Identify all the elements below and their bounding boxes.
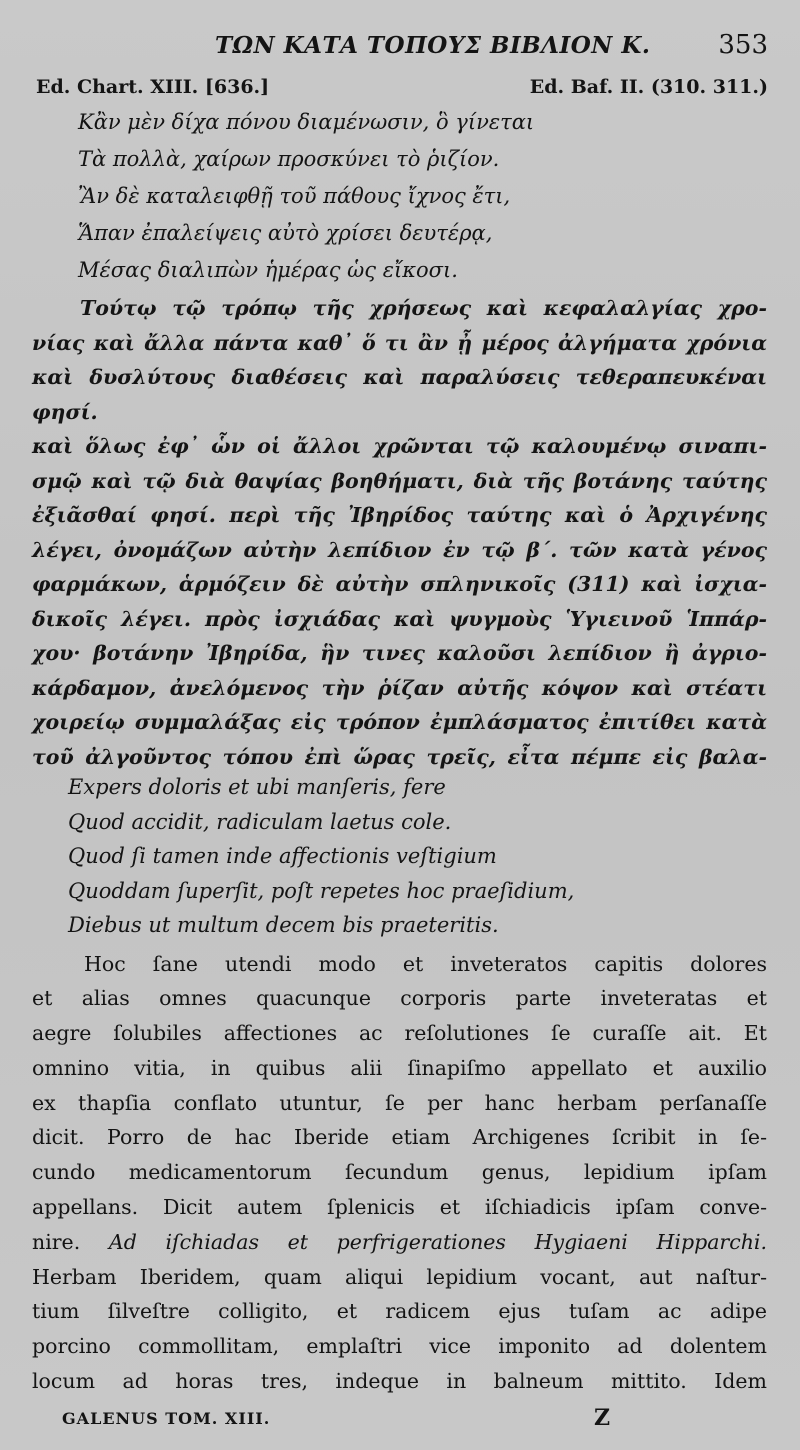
- greek-verse-group: [32, 104, 767, 289]
- greek-paragraph-line: φαρμάκων, ἁρμόζειν δὲ αὐτὴν σπληνικοῖς (311) καὶ ἰσχια-: [32, 572, 767, 596]
- latin-paragraph-line: dicit. Porro de hac Iberide etiam Archigenes ſcribit in ſe-: [32, 1125, 767, 1150]
- greek-verse-line: Ἅπαν ἐπαλείψεις αὐτὸ χρίσει δευτέρᾳ,: [78, 221, 493, 245]
- latin-paragraph-line: et alias omnes quacunque corporis parte inveteratas et: [32, 986, 767, 1011]
- greek-verse-line: Κἂν μὲν δίχα πόνου διαμένωσιν, ὃ γίνεται: [78, 110, 535, 134]
- latin-paragraph-line: porcino commollitam, emplaſtri vice imponito ad dolentem: [32, 1334, 767, 1359]
- greek-paragraph-line: καὶ ὅλως ἐφ᾽ ὧν οἱ ἄλλοι χρῶνται τῷ καλουμένῳ σιναπι-: [32, 434, 767, 458]
- latin-paragraph-line: Hoc ſane utendi modo et inveteratos capitis dolores: [84, 951, 767, 976]
- latin-verse-line: Expers doloris et ubi manſeris, fere: [68, 775, 446, 799]
- latin-verse-line: Quoddam ſuperſit, poſt repetes hoc praeſidium,: [68, 878, 575, 903]
- latin-paragraph: [32, 947, 767, 1399]
- latin-paragraph-line-with-heading: [32, 1225, 767, 1260]
- latin-paragraph-line: ex thapſia conflato utuntur, ſe per hanc herbam perſanaſſe: [32, 1090, 767, 1115]
- greek-verse-line: Τὰ πολλὰ, χαίρων προσκύνει τὸ ῥιζίον.: [78, 147, 500, 171]
- latin-verse-group: [32, 770, 767, 943]
- greek-paragraph-line: νίας καὶ ἄλλα πάντα καθ᾽ ὅ τι ἂν ᾖ μέρος ἀλγήματα χρόνια: [32, 330, 767, 355]
- signature-mark: GALENUS TOM. XIII.: [62, 1409, 271, 1428]
- greek-text-block: [32, 104, 767, 774]
- greek-paragraph-line: καὶ δυσλύτους διαθέσεις καὶ παραλύσεις τεθεραπευκέναι φησί.: [32, 365, 767, 424]
- latin-paragraph-line: appellans. Dicit autem ſplenicis et iſchiadicis ipſam conve-: [32, 1195, 767, 1220]
- latin-paragraph-line: omnino vitia, in quibus alii ſinapiſmo appellato et auxilio: [32, 1055, 767, 1080]
- greek-paragraph-line: κάρδαμον, ἀνελόμενος τὴν ῥίζαν αὐτῆς κόψον καὶ στέατι: [32, 675, 767, 700]
- greek-paragraph-line: χου· βοτάνην Ἰβηρίδα, ἣν τινες καλοῦσι λεπίδιον ἢ ἀγριο-: [32, 641, 767, 665]
- latin-paragraph-line: tium ſilveſtre colligito, et radicem ejus tuſam ac adipe: [32, 1299, 767, 1324]
- edition-basel: Ed. Baf. II. (310. 311.): [529, 76, 768, 98]
- latin-verse-line: Quod accidit, radiculam laetus cole.: [68, 809, 452, 834]
- gathering-letter: Z: [594, 1405, 611, 1431]
- greek-paragraph-line: χοιρείῳ συμμαλάξας εἰς τρόπον ἐμπλάσματος ἐπιτίθει κατὰ: [32, 710, 767, 734]
- greek-paragraph-line: σμῷ καὶ τῷ διὰ θαψίας βοηθήματι, διὰ τῆς βοτάνης ταύτης: [32, 468, 767, 493]
- latin-paragraph-line: aegre ſolubiles affectiones ac reſolutiones ſe curaſſe ait. Et: [32, 1021, 767, 1046]
- greek-paragraph-line: τοῦ ἀλγοῦντος τόπου ἐπὶ ὥρας τρεῖς, εἶτα πέμπε εἰς βαλα-: [32, 744, 767, 769]
- latin-paragraph-line: cundo medicamentorum ſecundum genus, lepidium ipſam: [32, 1160, 767, 1185]
- latin-verse-line: Diebus ut multum decem bis praeteritis.: [68, 913, 499, 937]
- greek-paragraph-line: λέγει, ὀνομάζων αὐτὴν λεπίδιον ἐν τῷ β΄. τῶν κατὰ γένος: [32, 537, 767, 562]
- latin-section-heading: Ad iſchiadas et perfrigerationes Hygiaeni Hipparchi.: [108, 1229, 767, 1254]
- edition-chartier: Ed. Chart. XIII. [636.]: [36, 76, 270, 98]
- greek-verse-line: Μέσας διαλιπὼν ἡμέρας ὡς εἴκοσι.: [78, 258, 458, 282]
- edition-reference-line: [36, 76, 768, 104]
- page-number: 353: [718, 30, 768, 60]
- greek-verse-line: Ἂν δὲ καταλειφθῇ τοῦ πάθους ἴχνος ἔτι,: [78, 184, 511, 208]
- latin-paragraph-line: Herbam Iberidem, quam aliqui lepidium vocant, aut naſtur-: [32, 1264, 767, 1289]
- latin-verse-line: Quod ſi tamen inde affectionis veſtigium: [68, 844, 497, 868]
- greek-paragraph-line: ἐξιᾶσθαί φησί. περὶ τῆς Ἰβηρίδος ταύτης καὶ ὁ Ἀρχιγένης: [32, 503, 767, 527]
- latin-paragraph-line: locum ad horas tres, indeque in balneum mittito. Idem: [32, 1369, 767, 1394]
- page-header: [30, 30, 770, 64]
- greek-paragraph-line: Τούτῳ τῷ τρόπῳ τῆς χρήσεως καὶ κεφαλαλγίας χρο-: [80, 296, 767, 320]
- page-footer: [62, 1405, 740, 1435]
- greek-paragraph: [32, 291, 767, 774]
- latin-paragraph-fragment: nire.: [32, 1229, 81, 1254]
- greek-paragraph-line: δικοῖς λέγει. πρὸς ἰσχιάδας καὶ ψυγμοὺς Ὑγιεινοῦ Ἱππάρ-: [32, 606, 767, 631]
- running-title: ΤΩΝ ΚΑΤΑ ΤΟΠΟΥΣ ΒΙΒΛΙΟΝ Κ.: [215, 32, 651, 59]
- latin-text-block: [32, 770, 767, 1399]
